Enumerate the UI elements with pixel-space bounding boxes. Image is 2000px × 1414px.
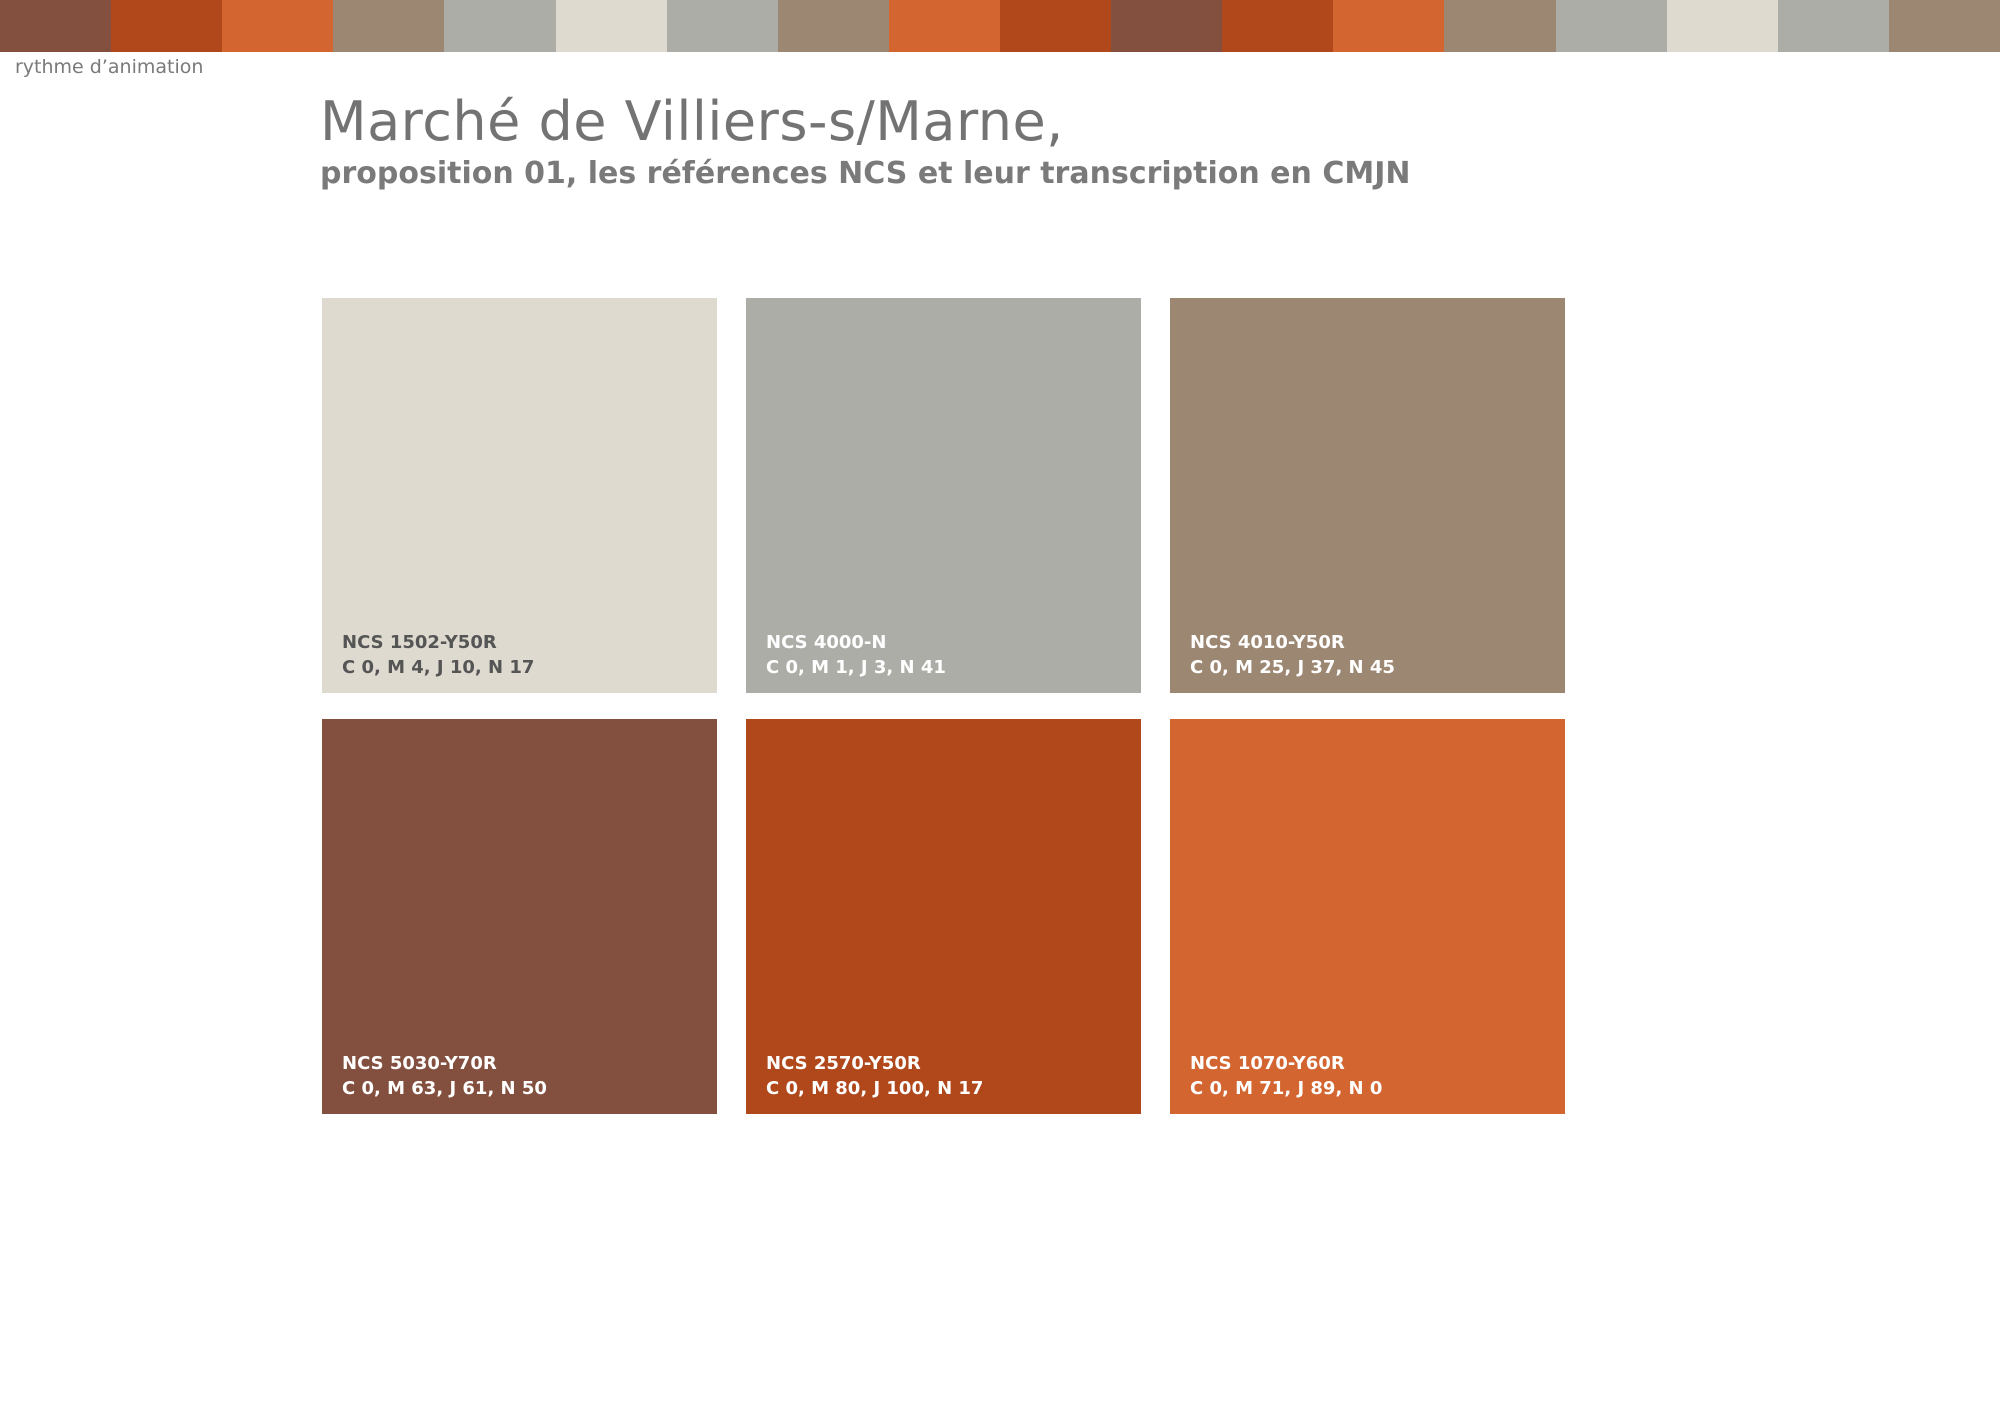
rhythm-cell (0, 0, 111, 52)
swatch-ncs-code: NCS 2570-Y50R (766, 1053, 921, 1074)
rhythm-cell (556, 0, 667, 52)
rhythm-cell (1333, 0, 1444, 52)
swatch-label (342, 630, 534, 680)
swatch-cmjn-values: C 0, M 1, J 3, N 41 (766, 657, 946, 678)
swatch-ncs-code: NCS 1070-Y60R (1190, 1053, 1345, 1074)
rhythm-cell (889, 0, 1000, 52)
rhythm-cell (1111, 0, 1222, 52)
swatch-grid (322, 298, 1565, 1114)
rhythm-cell (111, 0, 222, 52)
color-swatch (1170, 298, 1565, 693)
color-swatch (322, 719, 717, 1114)
rhythm-cell (667, 0, 778, 52)
rhythm-cell (1889, 0, 2000, 52)
swatch-ncs-code: NCS 4010-Y50R (1190, 632, 1345, 653)
swatch-label (342, 1051, 547, 1101)
swatch-label (1190, 630, 1395, 680)
color-swatch (746, 298, 1141, 693)
rhythm-cell (444, 0, 555, 52)
swatch-ncs-code: NCS 5030-Y70R (342, 1053, 497, 1074)
rhythm-cell (778, 0, 889, 52)
swatch-cmjn-values: C 0, M 25, J 37, N 45 (1190, 657, 1395, 678)
page-title: Marché de Villiers-s/Marne, (320, 90, 1064, 153)
rhythm-cell (1556, 0, 1667, 52)
swatch-label (1190, 1051, 1382, 1101)
rhythm-cell (222, 0, 333, 52)
swatch-cmjn-values: C 0, M 4, J 10, N 17 (342, 657, 535, 678)
rhythm-caption: rythme d’animation (15, 56, 204, 78)
rhythm-cell (333, 0, 444, 52)
color-rhythm-strip (0, 0, 2000, 52)
swatch-label (766, 1051, 983, 1101)
color-swatch (1170, 719, 1565, 1114)
page-subtitle: proposition 01, les références NCS et leur transcription en CMJN (320, 156, 1411, 191)
swatch-ncs-code: NCS 1502-Y50R (342, 632, 497, 653)
rhythm-cell (1000, 0, 1111, 52)
swatch-cmjn-values: C 0, M 63, J 61, N 50 (342, 1078, 547, 1099)
rhythm-cell (1444, 0, 1555, 52)
color-swatch (322, 298, 717, 693)
swatch-ncs-code: NCS 4000-N (766, 632, 887, 653)
rhythm-cell (1667, 0, 1778, 52)
rhythm-cell (1778, 0, 1889, 52)
swatch-label (766, 630, 946, 680)
color-swatch (746, 719, 1141, 1114)
swatch-cmjn-values: C 0, M 80, J 100, N 17 (766, 1078, 984, 1099)
rhythm-cell (1222, 0, 1333, 52)
swatch-cmjn-values: C 0, M 71, J 89, N 0 (1190, 1078, 1383, 1099)
